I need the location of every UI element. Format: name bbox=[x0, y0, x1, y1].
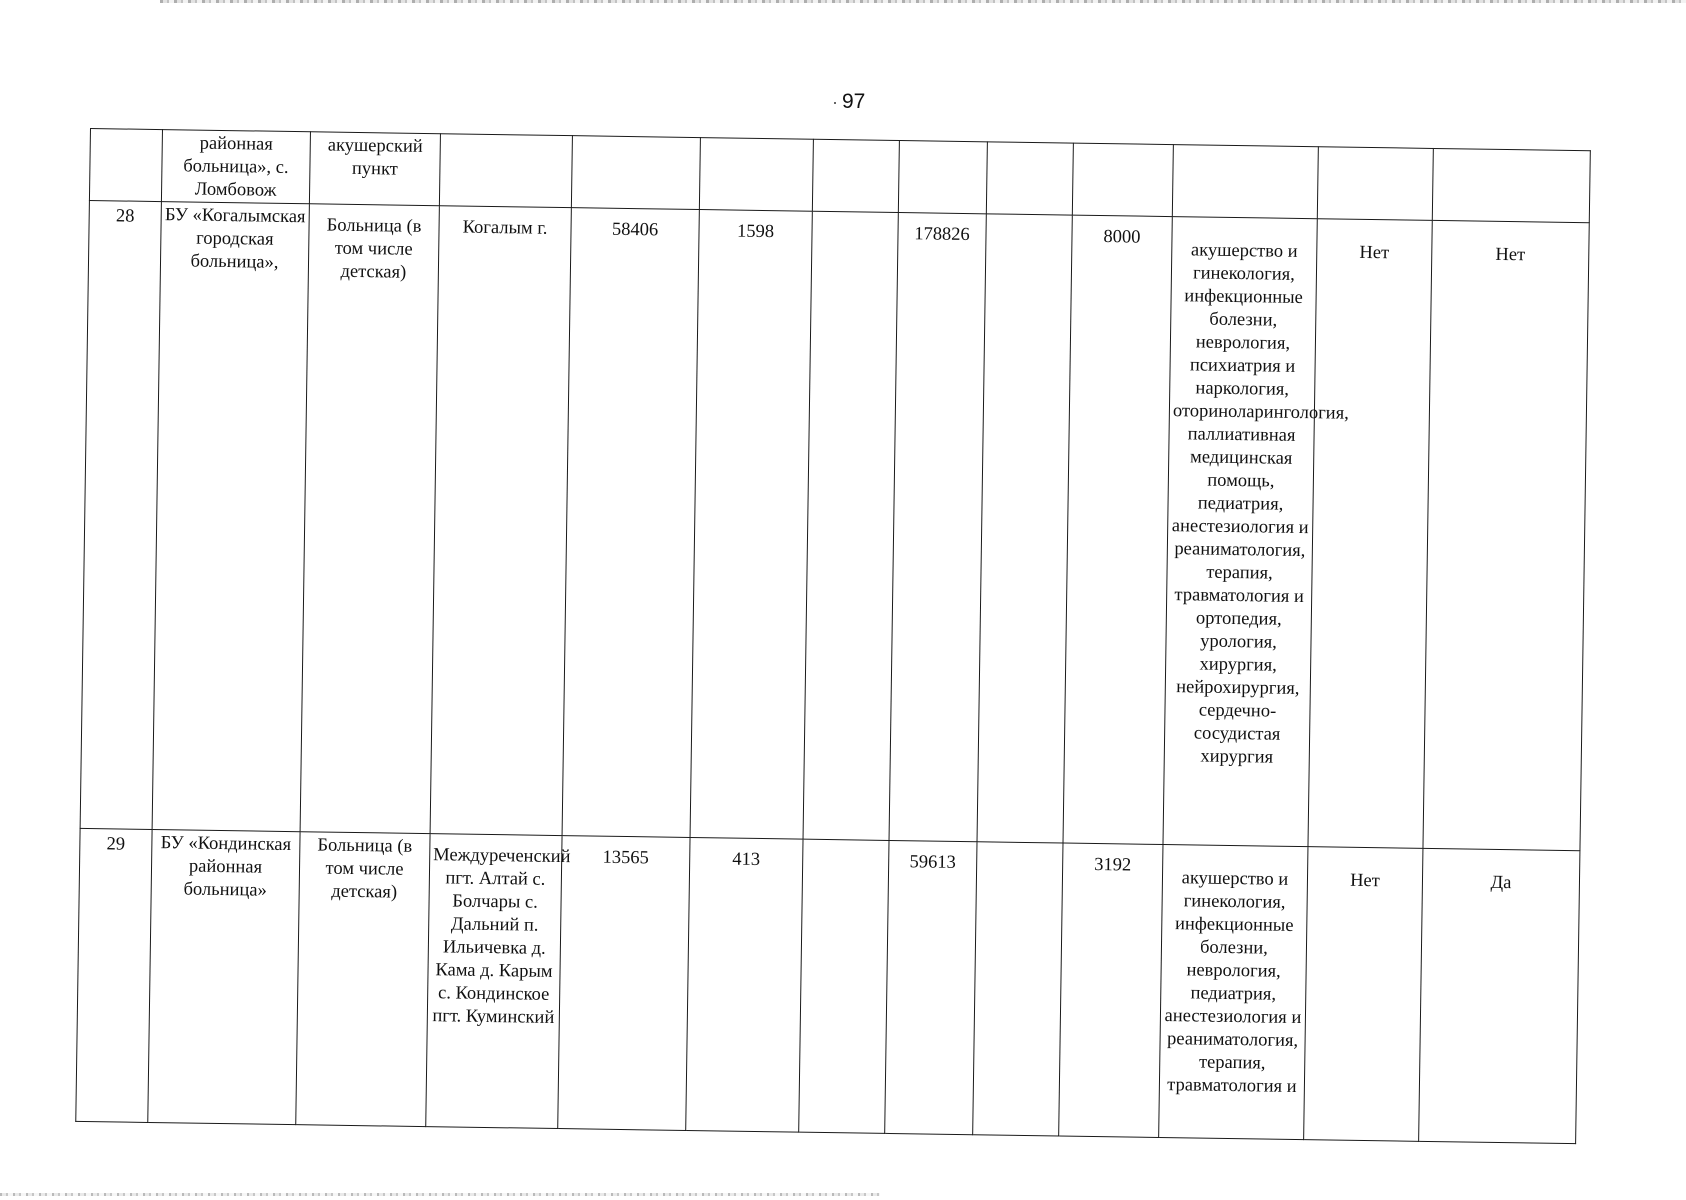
cell-facility-type: Больница (в том числе детская) bbox=[296, 832, 430, 1127]
cell-value-9 bbox=[1072, 143, 1173, 216]
cell-flag-1: Нет bbox=[1304, 847, 1423, 1142]
cell-value-5 bbox=[699, 138, 813, 212]
table-row-28 bbox=[80, 200, 1589, 850]
cell-flag-2: Нет bbox=[1423, 220, 1589, 850]
cell-flag-1: Нет bbox=[1308, 219, 1432, 849]
cell-value-8 bbox=[973, 842, 1063, 1136]
scan-artifact-top bbox=[160, 0, 1686, 3]
cell-value-9: 8000 bbox=[1063, 215, 1172, 844]
cell-value-4 bbox=[571, 136, 700, 210]
cell-value-6 bbox=[812, 139, 899, 212]
table-sheet bbox=[75, 128, 1590, 1144]
cell-value-7: 59613 bbox=[885, 840, 977, 1134]
cell-facility-type: акушерский пункт bbox=[309, 132, 440, 206]
cell-settlements: Междуреченский пгт. Алтай с. Болчары с. Дальний п. Ильичевка д. Кама д. Карым с. Кондинское пгт. Куминский bbox=[426, 834, 562, 1129]
cell-value-7 bbox=[898, 141, 987, 214]
cell-organization: БУ «Когалымская городская больница», bbox=[152, 202, 309, 832]
cell-value-5: 413 bbox=[686, 837, 803, 1132]
cell-value-4: 13565 bbox=[558, 836, 690, 1131]
cell-value-8 bbox=[977, 214, 1072, 843]
cell-settlements bbox=[439, 134, 572, 208]
cell-value-4: 58406 bbox=[562, 208, 699, 838]
cell-number bbox=[89, 129, 162, 202]
facilities-table bbox=[75, 128, 1591, 1144]
cell-profiles bbox=[1172, 145, 1318, 219]
cell-value-6 bbox=[799, 839, 889, 1133]
cell-profiles: акушерство и гинекология, инфекционные болезни, неврология, психиатрия и наркология, оториноларингология, паллиативная медицинская помощь, педиатрия, анестезиология и реаниматология, терапия, травматология и ортопедия, урология, хирургия, нейрохирургия, сердечно-сосудистая хирургия bbox=[1163, 217, 1317, 847]
cell-flag-2: Да bbox=[1419, 848, 1580, 1143]
cell-value-7: 178826 bbox=[889, 213, 986, 842]
cell-facility-type: Больница (в том числе детская) bbox=[300, 204, 439, 834]
cell-organization: БУ «Кондинская районная больница» bbox=[148, 829, 300, 1124]
cell-number: 28 bbox=[80, 200, 161, 829]
cell-value-9: 3192 bbox=[1059, 843, 1163, 1137]
cell-number: 29 bbox=[76, 828, 152, 1122]
cell-flag-2 bbox=[1432, 148, 1590, 222]
cell-flag-1 bbox=[1317, 147, 1433, 221]
cell-value-8 bbox=[986, 142, 1073, 215]
cell-value-5: 1598 bbox=[690, 210, 812, 840]
cell-value-6 bbox=[803, 211, 898, 840]
scan-artifact-bottom bbox=[0, 1193, 880, 1196]
cell-profiles: акушерство и гинекология, инфекционные болезни, неврология, педиатрия, анестезиология и реаниматология, терапия, травматология и bbox=[1159, 844, 1308, 1139]
cell-settlements: Когалым г. bbox=[430, 206, 571, 836]
page-number: 97 bbox=[842, 90, 866, 113]
table-row-29 bbox=[76, 828, 1580, 1143]
cell-organization: районная больница», с. Ломбовож bbox=[161, 130, 310, 204]
